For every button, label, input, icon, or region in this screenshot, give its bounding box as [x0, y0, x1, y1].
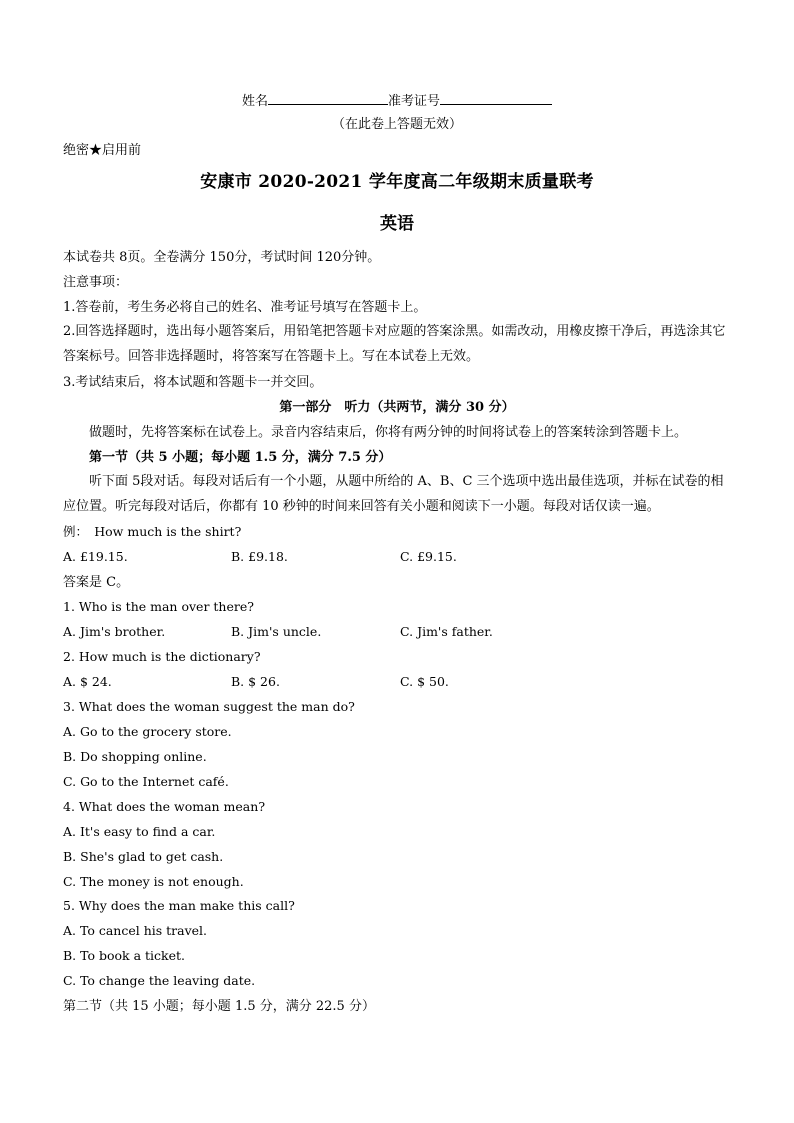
- question-3-option-c: C. Go to the Internet café.: [63, 774, 229, 789]
- question-4-option-c: C. The money is not enough.: [63, 874, 244, 889]
- question-3: 3. What does the woman suggest the man do?: [63, 699, 355, 714]
- question-2: 2. How much is the dictionary?: [63, 649, 261, 664]
- question-5: 5. Why does the man make this call?: [63, 898, 295, 913]
- question-2-option-c: C. $ 50.: [400, 674, 449, 689]
- id-blank: [440, 92, 552, 105]
- confidential-label: 绝密★启用前: [63, 143, 142, 158]
- name-blank: [268, 92, 388, 105]
- question-1-option-a: A. Jim's brother.: [63, 624, 166, 639]
- question-3-option-a: A. Go to the grocery store.: [63, 724, 232, 739]
- notice-item-3: 3.考试结束后，将本试题和答题卡一并交回。: [63, 375, 323, 390]
- notice-item-1: 1.答卷前，考生务必将自己的姓名、准考证号填写在答题卡上。: [63, 300, 427, 315]
- question-5-option-c: C. To change the leaving date.: [63, 973, 256, 988]
- question-2-option-a: A. $ 24.: [63, 674, 112, 689]
- question-4: 4. What does the woman mean?: [63, 799, 266, 814]
- example-option-c: C. £9.15.: [400, 549, 457, 564]
- question-4-option-a: A. It's easy to find a car.: [63, 824, 216, 839]
- question-1-option-b: B. Jim's uncle.: [231, 624, 322, 639]
- section1-instruction: 听下面 5段对话。每段对话后有一个小题，从题中所给的 A、B、C 三个选项中选出最佳选项，并标在试卷的相应位置。听完每段对话后，你都有 10 秒钟的时间来回答有关小题和阅读下一小题。每段对话仅读一遍。: [63, 474, 724, 514]
- question-4-option-b: B. She's glad to get cash.: [63, 849, 224, 864]
- part1-instruction: 做题时，先将答案标在试卷上。录音内容结束后，你将有两分钟的时间将试卷上的答案转涂到答题卡上。: [89, 425, 688, 440]
- question-5-option-b: B. To book a ticket.: [63, 948, 186, 963]
- question-3-option-b: B. Do shopping online.: [63, 749, 207, 764]
- question-2-option-b: B. $ 26.: [231, 674, 280, 689]
- notice-item-2: 2.回答选择题时，选出每小题答案后，用铅笔把答题卡对应题的答案涂黑。如需改动，用橡皮擦干净后，再选涂其它答案标号。回答非选择题时，将答案写在答题卡上。写在本试卷上无效。: [63, 324, 726, 364]
- exam-info: 本试卷共 8页。全卷满分 150分，考试时间 120分钟。: [63, 250, 381, 265]
- exam-title: 安康市 2020-2021 学年度高二年级期末质量联考: [200, 172, 594, 192]
- example-option-b: B. £9.18.: [231, 549, 288, 564]
- id-label: 准考证号: [388, 94, 441, 109]
- question-1-option-c: C. Jim's father.: [400, 624, 493, 639]
- question-1: 1. Who is the man over there?: [63, 599, 254, 614]
- question-5-option-a: A. To cancel his travel.: [63, 923, 208, 938]
- part1-heading: 第一部分 听力（共两节，满分 30 分）: [279, 400, 515, 415]
- section1-heading: 第一节（共 5 小题；每小题 1.5 分，满分 7.5 分）: [89, 450, 392, 465]
- example-option-a: A. £19.15.: [63, 549, 128, 564]
- example-answer: 答案是 C。: [63, 575, 130, 590]
- subject-title: 英语: [380, 214, 414, 234]
- answer-invalid-note: （在此卷上答题无效）: [331, 117, 462, 132]
- notice-title: 注意事项：: [63, 275, 129, 290]
- candidate-info-line: [0, 92, 794, 108]
- section2-heading: 第二节（共 15 小题；每小题 1.5 分，满分 22.5 分）: [63, 999, 375, 1014]
- example-question: 例： How much is the shirt?: [63, 524, 242, 539]
- name-label: 姓名: [241, 94, 268, 109]
